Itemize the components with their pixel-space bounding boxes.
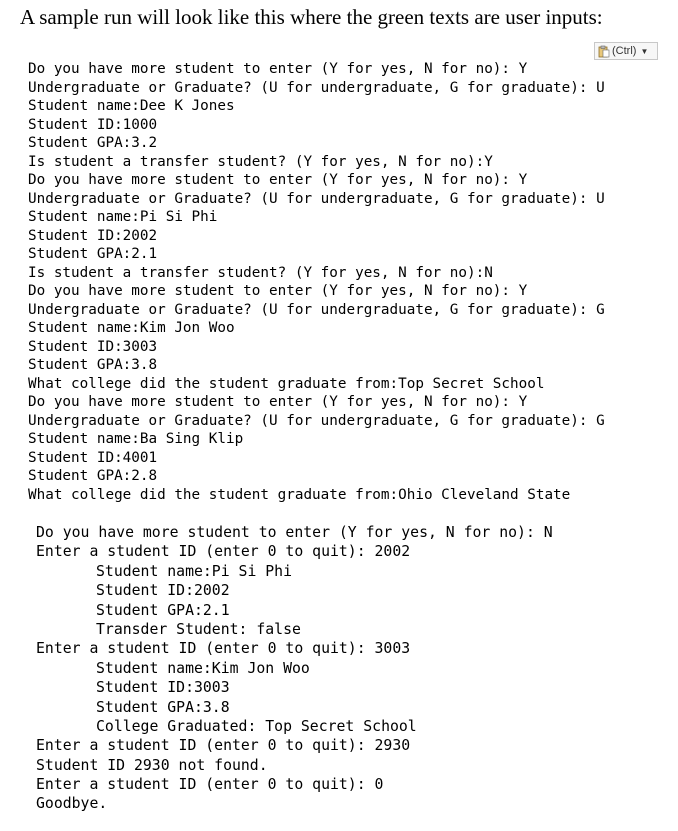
console-line: What college did the student graduate from:Ohio Cleveland State	[28, 486, 571, 503]
console-line: Student name:Dee K Jones	[28, 98, 235, 114]
console-line: Student name:Kim Jon Woo	[28, 320, 235, 336]
console-line: Student ID:2002	[28, 227, 158, 244]
paste-options-label: (Ctrl)	[612, 45, 637, 57]
console-output-lookup-run	[36, 523, 553, 814]
console-line: Student ID:2002	[96, 582, 230, 600]
console-line: Student GPA:2.1	[96, 601, 230, 619]
console-line: Transder Student: false	[96, 620, 301, 638]
intro-text: A sample run will look like this where the green texts are user inputs:	[20, 5, 603, 29]
console-line: Student ID:3003	[96, 679, 230, 697]
console-line: Student GPA:3.2	[28, 135, 158, 151]
console-line: Student ID 2930 not found.	[36, 756, 268, 774]
console-line: Do you have more student to enter (Y for yes, N for no): Y	[28, 394, 528, 410]
console-line: Student GPA:3.8	[28, 357, 158, 373]
clipboard-icon	[598, 45, 610, 58]
console-line: Undergraduate or Graduate? (U for undergraduate, G for graduate): U	[28, 190, 605, 207]
console-line: Undergraduate or Graduate? (U for undergraduate, G for graduate): G	[28, 301, 605, 318]
console-line: Student ID:4001	[28, 449, 158, 466]
console-line: Do you have more student to enter (Y for yes, N for no): Y	[28, 172, 528, 188]
console-output-input-run	[28, 60, 605, 504]
console-line: Student ID:1000	[28, 116, 158, 133]
console-line: Student GPA:2.1	[28, 246, 158, 262]
paste-options-button[interactable]	[594, 42, 658, 60]
console-line: Student GPA:3.8	[96, 698, 230, 716]
chevron-down-icon: ▼	[640, 46, 649, 56]
console-line: Student name:Pi Si Phi	[96, 562, 292, 580]
console-line: Student name:Pi Si Phi	[28, 209, 218, 225]
console-line: Student name:Ba Sing Klip	[28, 431, 244, 447]
console-line: Enter a student ID (enter 0 to quit): 0	[36, 776, 384, 794]
console-line: Student name:Kim Jon Woo	[96, 659, 310, 677]
console-line: Is student a transfer student? (Y for yes, N for no):Y	[28, 153, 493, 170]
console-line: College Graduated: Top Secret School	[96, 717, 417, 735]
console-line: Undergraduate or Graduate? (U for undergraduate, G for graduate): G	[28, 412, 605, 429]
console-line: Do you have more student to enter (Y for yes, N for no): Y	[28, 283, 528, 299]
console-line: What college did the student graduate from:Top Secret School	[28, 375, 545, 392]
console-line: Student GPA:2.8	[28, 468, 158, 484]
console-line: Do you have more student to enter (Y for yes, N for no): N	[36, 524, 553, 541]
console-line: Student ID:3003	[28, 338, 158, 355]
console-line: Undergraduate or Graduate? (U for undergraduate, G for graduate): U	[28, 79, 605, 96]
console-line: Enter a student ID (enter 0 to quit): 2002	[36, 543, 411, 561]
console-line: Do you have more student to enter (Y for yes, N for no): Y	[28, 61, 528, 77]
console-line: Enter a student ID (enter 0 to quit): 2930	[36, 737, 411, 755]
console-line: Goodbye.	[36, 795, 108, 813]
console-line: Enter a student ID (enter 0 to quit): 3003	[36, 640, 411, 658]
console-line: Is student a transfer student? (Y for yes, N for no):N	[28, 264, 493, 281]
